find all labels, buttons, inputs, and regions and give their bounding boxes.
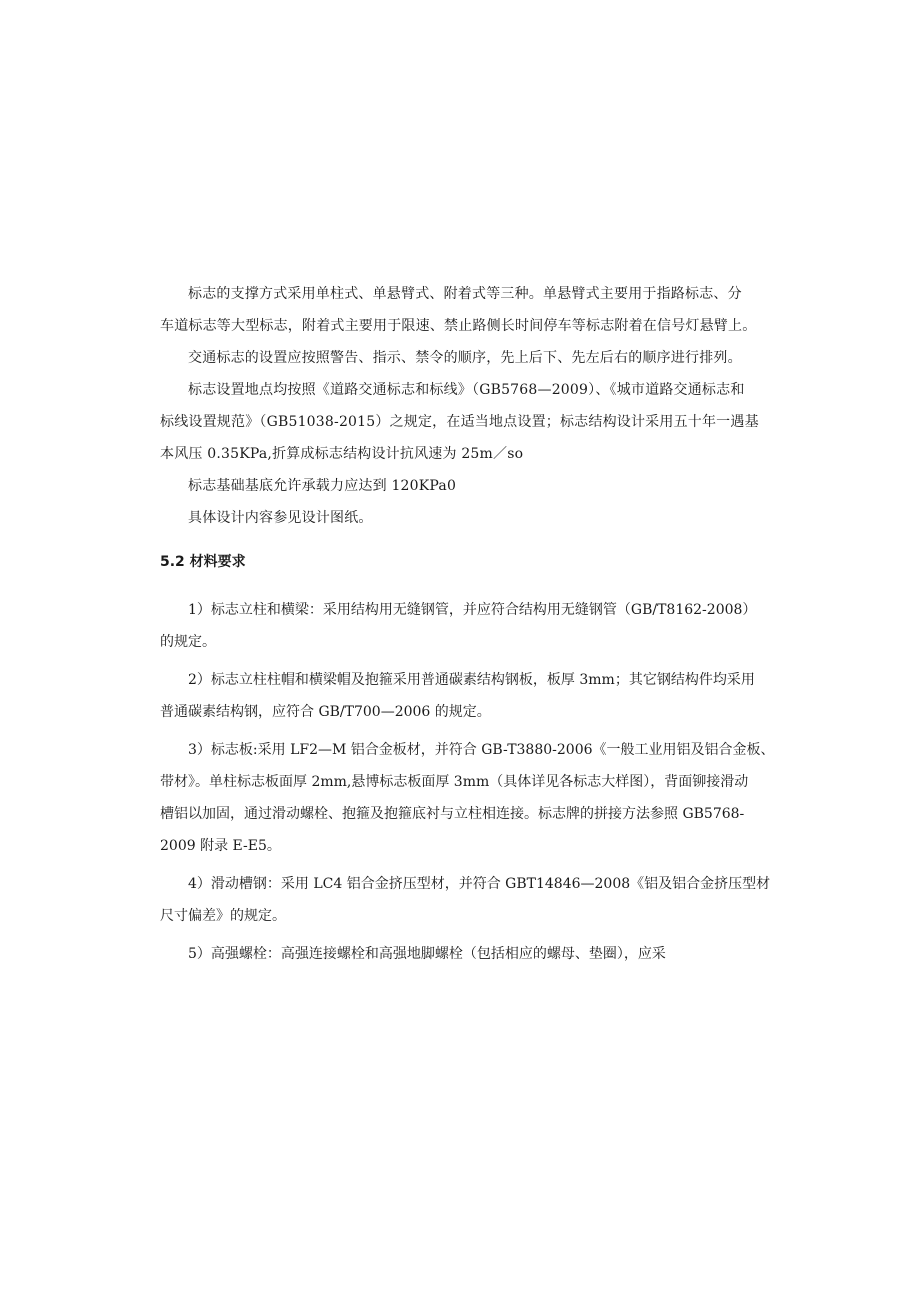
text-line: 2009 附录 E-E5。 — [160, 838, 281, 854]
intro-paragraph-foundation — [160, 470, 780, 502]
text-line: 标志的支撑方式采用单柱式、单悬臂式、附着式等三种。单悬臂式主要用于指路标志、分 — [188, 286, 742, 302]
material-item-sliding-channel — [160, 868, 780, 932]
intro-paragraph-standards — [160, 374, 780, 470]
intro-paragraph-order — [160, 342, 780, 374]
text-line: 3）标志板:采用 LF2—M 铝合金板材，并符合 GB-T3880-2006《一般工业用铝及铝合金板、 — [188, 742, 775, 758]
text-line: 标志基础基底允许承载力应达到 120KPa0 — [188, 478, 457, 494]
document-body — [160, 278, 780, 976]
text-line: 具体设计内容参见设计图纸。 — [188, 510, 373, 526]
text-line: 尺寸偏差》的规定。 — [160, 908, 286, 924]
material-item-bolts — [160, 938, 780, 970]
material-item-caps — [160, 664, 780, 728]
section-heading-materials: 5.2 材料要求 — [160, 554, 246, 570]
text-line: 交通标志的设置应按照警告、指示、禁令的顺序，先上后下、先左后右的顺序进行排列。 — [188, 350, 742, 366]
text-line: 标线设置规范》（GB51038-2015）之规定，在适当地点设置；标志结构设计采用五十年一遇基 — [160, 414, 759, 430]
text-line: 槽铝以加固，通过滑动螺栓、抱箍及抱箍底衬与立柱相连接。标志牌的拼接方法参照 GB5768- — [160, 806, 745, 822]
text-line: 1）标志立柱和横梁：采用结构用无缝钢管，并应符合结构用无缝钢管（GB/T8162-2008） — [188, 602, 757, 618]
text-line: 车道标志等大型标志，附着式主要用于限速、禁止路侧长时间停车等标志附着在信号灯悬臂上。 — [160, 318, 757, 334]
material-item-sign-board — [160, 734, 780, 862]
text-line: 5）高强螺栓：高强连接螺栓和高强地脚螺栓（包括相应的螺母、垫圈），应采 — [188, 946, 666, 962]
material-item-posts — [160, 594, 780, 658]
text-line: 本风压 0.35KPa,折算成标志结构设计抗风速为 25m／so — [160, 446, 524, 462]
intro-paragraph-drawings — [160, 502, 780, 534]
intro-paragraph-support — [160, 278, 780, 342]
text-line: 的规定。 — [160, 634, 216, 650]
text-line: 2）标志立柱柱帽和横梁帽及抱箍采用普通碳素结构钢板，板厚 3mm；其它钢结构件均采用 — [188, 672, 755, 688]
text-line: 4）滑动槽钢：采用 LC4 铝合金挤压型材，并符合 GBT14846—2008《铝及铝合金挤压型材 — [188, 876, 771, 892]
text-line: 普通碳素结构钢，应符合 GB/T700—2006 的规定。 — [160, 704, 491, 720]
text-line: 标志设置地点均按照《道路交通标志和标线》（GB5768—2009）、《城市道路交通标志和 — [188, 382, 745, 398]
text-line: 带材》。单柱标志板面厚 2mm,悬博标志板面厚 3mm（具体详见各标志大样图），背面铆接滑动 — [160, 774, 749, 790]
